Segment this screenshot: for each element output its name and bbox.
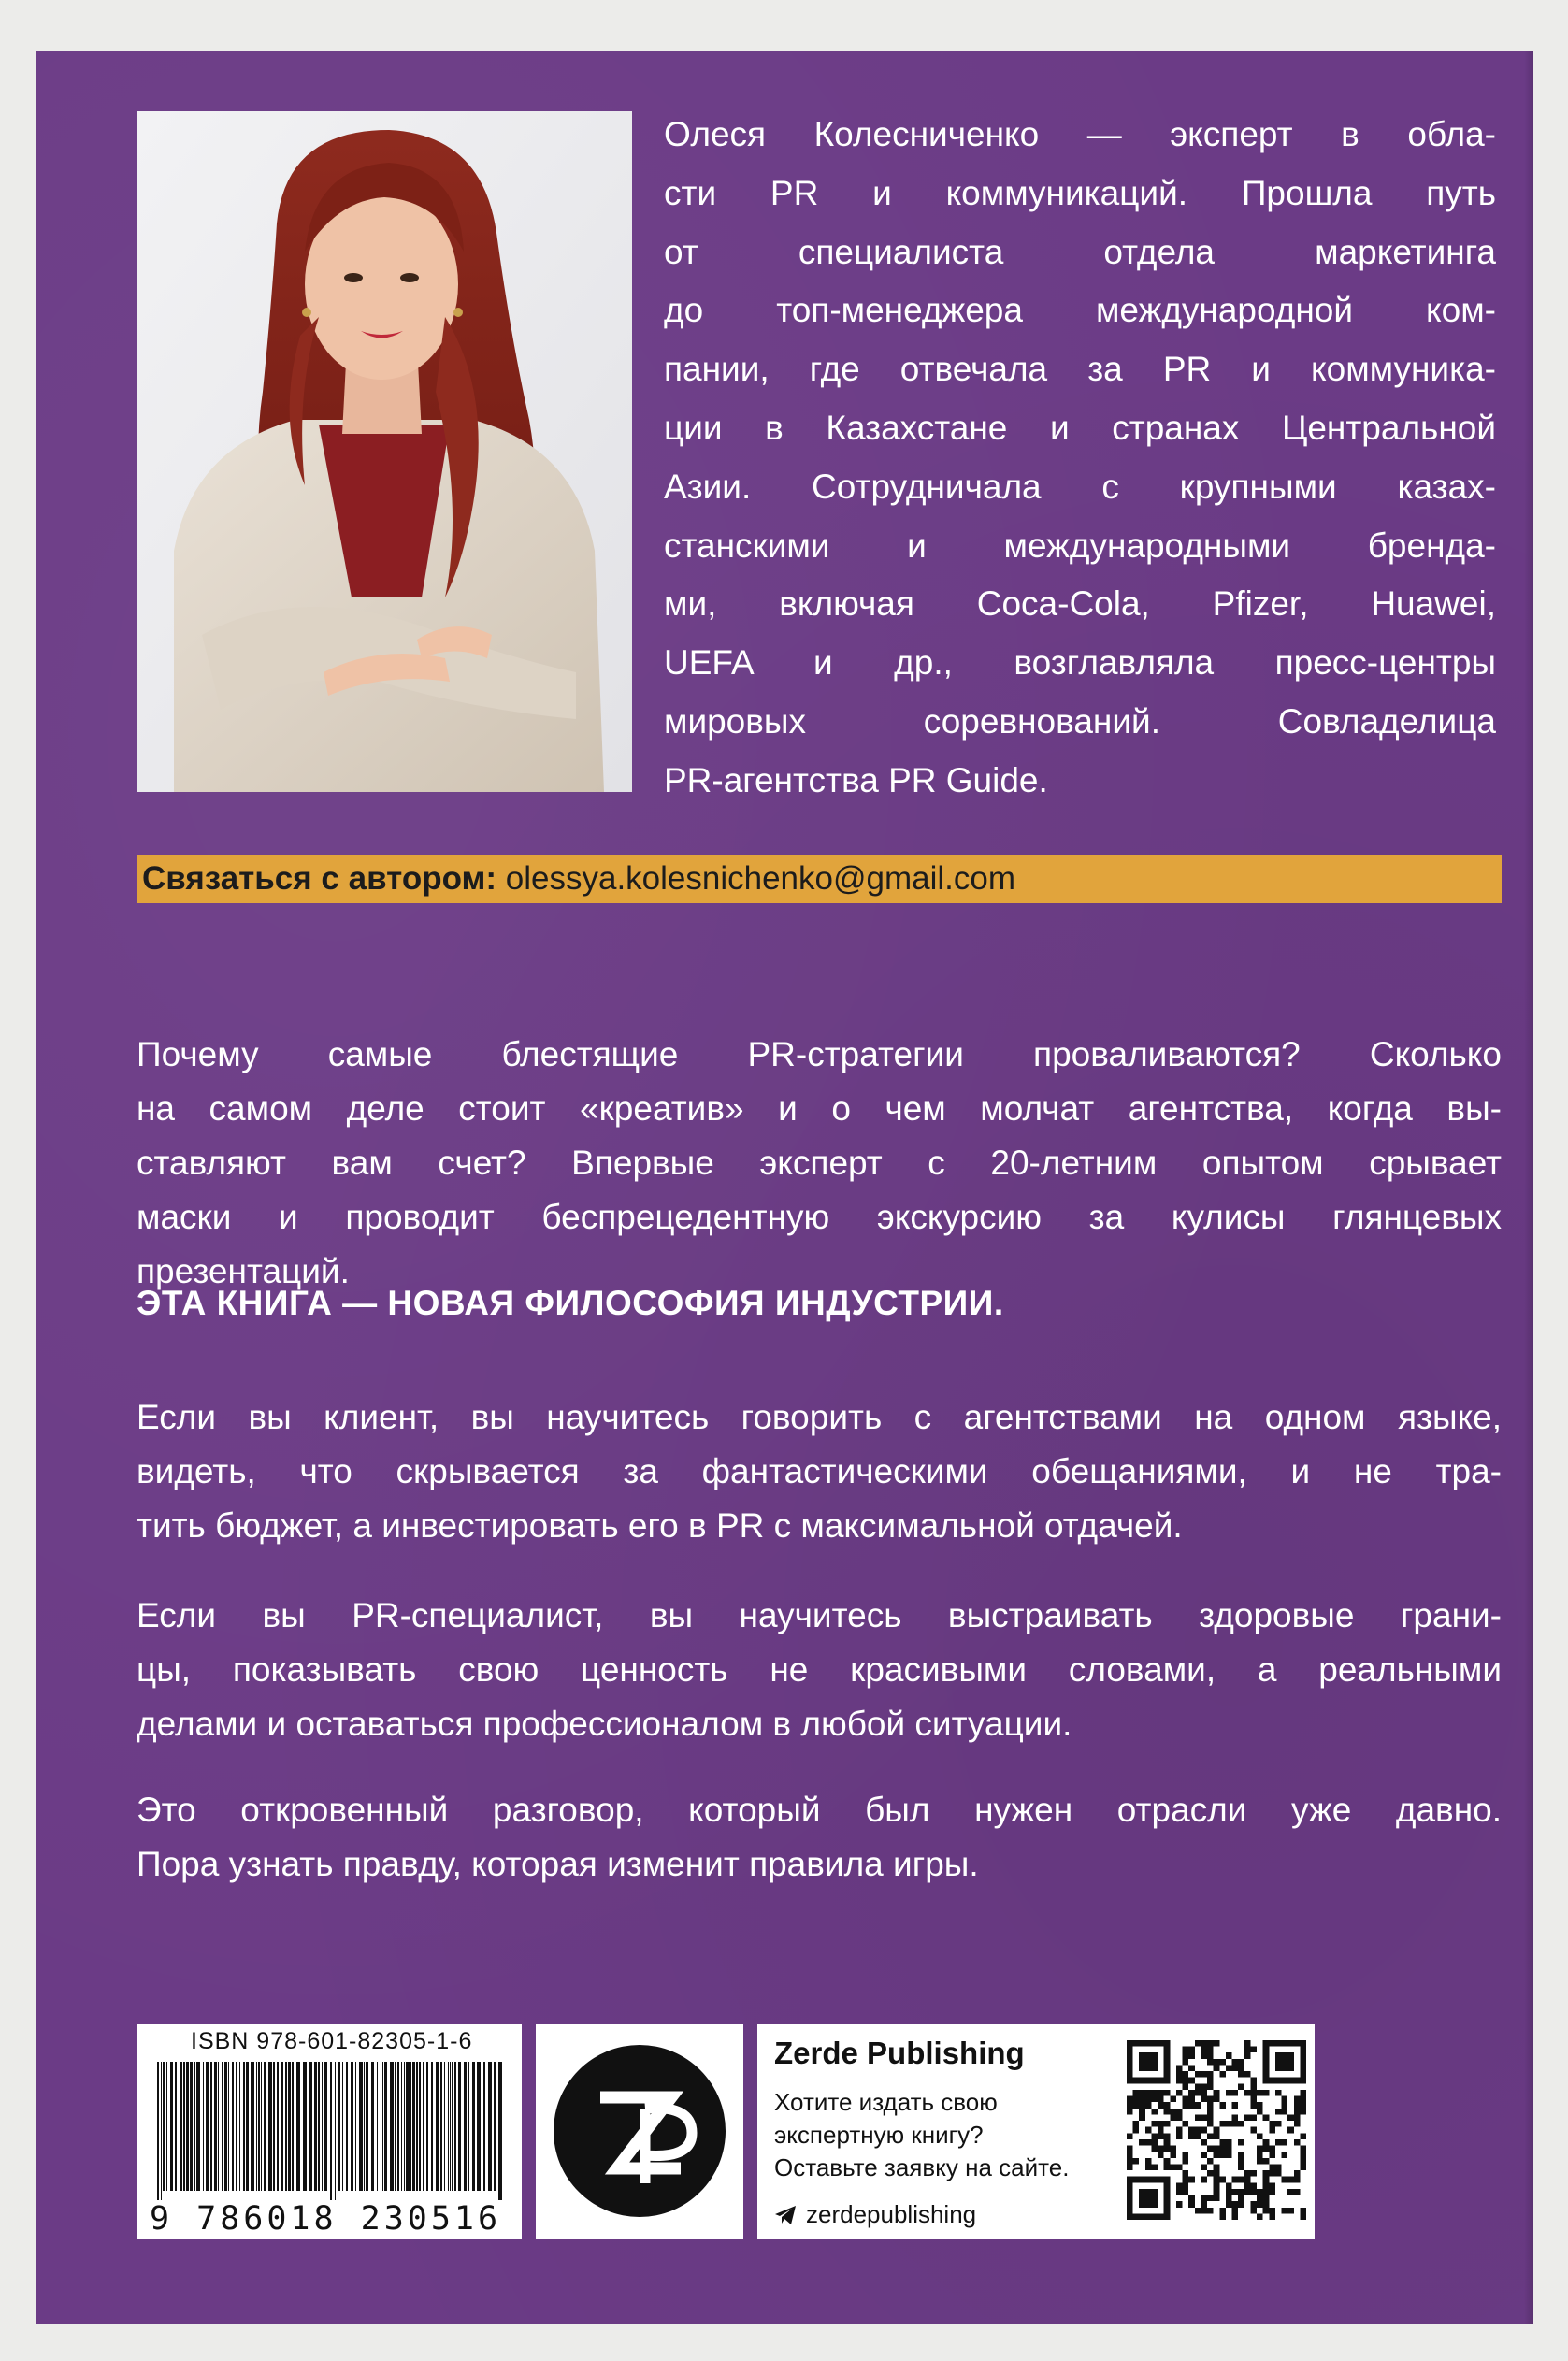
qr-code-icon[interactable]: [1127, 2036, 1306, 2224]
isbn-number: ISBN 978-601-82305-1-6: [191, 2028, 473, 2054]
section-heading: ЭТА КНИГА — НОВАЯ ФИЛОСОФИЯ ИНДУСТРИИ.: [137, 1284, 1004, 1322]
telegram-link[interactable]: [774, 2200, 976, 2229]
pr-line: делами и оставаться профессионалом в любой ситуации.: [137, 1705, 1072, 1743]
bio-line: Олеся Колесниченко — эксперт в обла-: [664, 115, 1496, 153]
barcode-icon: [155, 2062, 507, 2200]
author-portrait-illustration: [137, 111, 632, 792]
bio-line: Азии. Сотрудничала с крупными казах-: [664, 467, 1496, 506]
bio-line: UEFA и др., возглавляла пресс-центры: [664, 643, 1496, 683]
pr-line: Если вы PR-специалист, вы научитесь выстраивать здоровые грани-: [137, 1596, 1502, 1634]
telegram-icon: [774, 2205, 797, 2225]
publisher-offer: [774, 2086, 1069, 2184]
author-photo: [137, 111, 632, 792]
cover-edge-shadow: [1524, 51, 1533, 2324]
closing-line: Пора узнать правду, которая изменит правила игры.: [137, 1845, 979, 1883]
intro-line: презентаций.: [137, 1252, 350, 1290]
closing-line: Это откровенный разговор, который был нужен отрасли уже давно.: [137, 1791, 1502, 1829]
publisher-logo-panel: [536, 2024, 743, 2239]
bio-line: до топ-менеджера международной ком-: [664, 291, 1496, 330]
client-line: тить бюджет, а инвестировать его в PR с максимальной отдачей.: [137, 1506, 1183, 1545]
publisher-name: Zerde Publishing: [774, 2036, 1025, 2070]
barcode-panel: [137, 2024, 522, 2239]
intro-line: ставляют вам счет? Впервые эксперт с 20-летним опытом срывает: [137, 1144, 1502, 1182]
intro-line: Почему самые блестящие PR-стратегии проваливаются? Сколько: [137, 1035, 1502, 1073]
contact-label: Связаться с автором:: [142, 860, 497, 897]
client-line: видеть, что скрывается за фантастическими обещаниями, и не тра-: [137, 1452, 1502, 1490]
closing-paragraph: [137, 1783, 1502, 1892]
bio-line: PR-агентства PR Guide.: [664, 760, 1048, 799]
bio-line: от специалиста отдела маркетинга: [664, 232, 1496, 271]
pr-line: цы, показывать свою ценность не красивыми словами, а реальными: [137, 1650, 1502, 1689]
contact-email[interactable]: olessya.kolesnichenko@gmail.com: [505, 860, 1015, 897]
publisher-offer-line: экспертную книгу?: [774, 2121, 984, 2149]
telegram-handle: zerdepublishing: [806, 2200, 977, 2228]
bio-line: мировых соревнований. Совладелица: [664, 701, 1496, 741]
ean-digits: 9 786018 230516: [150, 2200, 502, 2238]
publisher-offer-line: Оставьте заявку на сайте.: [774, 2153, 1070, 2181]
bio-line: пании, где отвечала за PR и коммуника-: [664, 350, 1496, 389]
intro-line: маски и проводит беспрецедентную экскурсию за кулисы глянцевых: [137, 1198, 1502, 1236]
bio-line: ми, включая Coca-Cola, Pfizer, Huawei,: [664, 584, 1496, 624]
bio-line: станскими и международными бренда-: [664, 525, 1496, 565]
pr-paragraph: [137, 1589, 1502, 1751]
author-bio: [664, 106, 1496, 811]
client-line: Если вы клиент, вы научитесь говорить с агентствами на одном языке,: [137, 1398, 1502, 1436]
zp-logo-icon: [552, 2043, 727, 2219]
client-paragraph: [137, 1390, 1502, 1553]
contact-strip: [137, 855, 1502, 903]
back-cover: [36, 51, 1533, 2324]
publisher-offer-line: Хотите издать свою: [774, 2088, 998, 2116]
bio-line: сти PR и коммуникаций. Прошла путь: [664, 173, 1496, 212]
publisher-panel: [757, 2024, 1315, 2239]
bio-line: ции в Казахстане и странах Центральной: [664, 408, 1496, 447]
intro-line: на самом деле стоит «креатив» и о чем молчат агентства, когда вы-: [137, 1089, 1502, 1128]
intro-paragraph: [137, 1028, 1502, 1299]
